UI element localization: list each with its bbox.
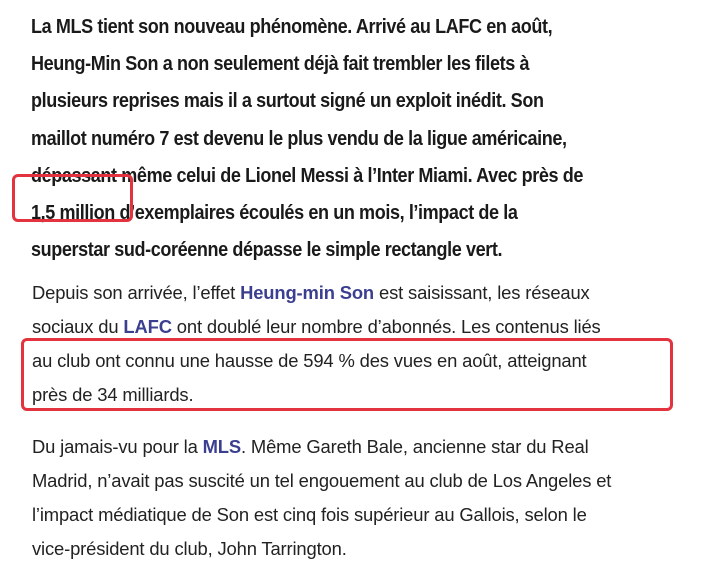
paragraph-social-stats [32, 276, 601, 412]
paragraph-line: au club ont connu une hausse de 594 % des vues en août, atteignant [32, 350, 587, 371]
text: . Même Gareth Bale, ancienne star du Real [240, 436, 589, 457]
link-mls[interactable]: MLS [202, 436, 241, 457]
text: Depuis son arrivée, l’effet [32, 282, 241, 303]
lead-line: plusieurs reprises mais il a surtout signé un exploit inédit. Son [31, 89, 544, 113]
paragraph-line: près de 34 milliards. [32, 384, 194, 405]
lead-paragraph [31, 8, 621, 268]
paragraph-line: l’impact médiatique de Son est cinq fois supérieur au Gallois, selon le [32, 504, 587, 525]
lead-text: d’exemplaires écoulés en un mois, l’impact de la [114, 201, 518, 225]
highlighted-figure: 1,5 million [31, 201, 115, 225]
text: est saisissant, les réseaux [374, 282, 590, 303]
text: sociaux du [32, 316, 124, 337]
lead-line: dépassant même celui de Lionel Messi à l’Inter Miami. Avec près de [31, 163, 584, 187]
paragraph-line: Madrid, n’avait pas suscité un tel engouement au club de Los Angeles et [32, 470, 612, 491]
text: ont doublé leur nombre d’abonnés. Les contenus liés [171, 316, 601, 337]
lead-line: La MLS tient son nouveau phénomène. Arrivé au LAFC en août, [31, 15, 553, 38]
lead-line: superstar sud-coréenne dépasse le simple rectangle vert. [31, 238, 503, 262]
paragraph-bale-comparison [32, 430, 611, 566]
lead-line: maillot numéro 7 est devenu le plus vendu de la ligue américaine, [31, 126, 567, 150]
text: Du jamais-vu pour la [32, 436, 203, 457]
lead-line [31, 194, 621, 231]
paragraph-line: vice-président du club, John Tarrington. [32, 538, 347, 559]
link-heung-min-son[interactable]: Heung-min Son [240, 282, 375, 303]
lead-line: Heung-Min Son a non seulement déjà fait trembler les filets à [31, 52, 530, 76]
paragraph-line [32, 430, 611, 464]
paragraph-line [32, 310, 601, 344]
link-lafc[interactable]: LAFC [123, 316, 172, 337]
paragraph-line [32, 276, 601, 310]
